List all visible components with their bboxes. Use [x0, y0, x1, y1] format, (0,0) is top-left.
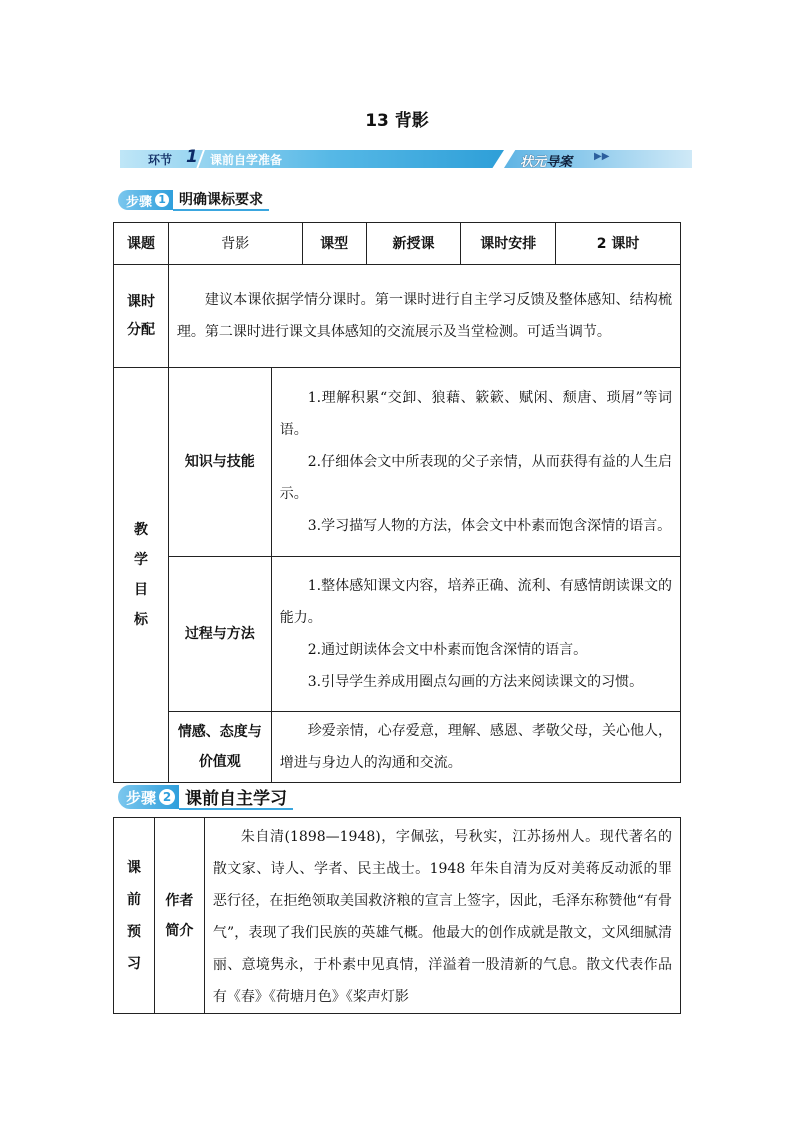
author-text: 朱自清(1898—1948)，字佩弦，号秋实，江苏扬州人。现代著名的散文家、诗人、学者、民主战士。1948 年朱自清为反对美蒋反动派的罪恶行径，在拒绝领取美国救济粮的宣言上签字，因此，毛泽东称赞他“有骨气”，表现了我们民族的英雄气概。他最大的创作成就是散文，文风细腻清丽、意境隽永，于朴素中见真情，洋溢着一股清新的气息。散文代表作品有《春》《荷塘月色》《桨声灯影 [212, 829, 672, 1005]
emotion-label [168, 712, 271, 783]
allocation-text-cell [168, 265, 680, 368]
step-2-pill-text: 步骤 [126, 788, 157, 807]
curriculum-table [113, 222, 681, 783]
knowledge-item-2: 2.仔细体会文中所表现的父子亲情，从而获得有益的人生启示。 [279, 454, 672, 502]
table-row [114, 712, 681, 783]
page-title: 13 背影 [365, 111, 429, 131]
preview-table [113, 817, 681, 1014]
section-banner-left [120, 150, 504, 168]
process-item-3: 3.引导学生养成用圈点勾画的方法来阅读课文的习惯。 [307, 674, 644, 690]
preview-label-char: 前 [126, 891, 141, 908]
table-row [114, 265, 681, 368]
allocation-label [114, 265, 169, 368]
guide-prefix: 状元 [520, 155, 547, 170]
type-value: 新授课 [366, 223, 461, 265]
goals-label [114, 368, 169, 783]
allocation-label-line1: 课时 [126, 294, 155, 310]
knowledge-items [271, 368, 680, 557]
schedule-value: 2 课时 [556, 223, 681, 265]
preview-label-char: 预 [126, 923, 141, 940]
author-label [154, 818, 204, 1014]
step-2-label: 课前自主学习 [179, 784, 293, 810]
table-row [114, 818, 681, 1014]
section-banner [120, 147, 692, 170]
step-1-number-icon: 1 [155, 193, 169, 207]
author-text-cell [204, 818, 680, 1014]
preview-label-char: 习 [126, 955, 141, 972]
section-number: 1 [186, 147, 198, 167]
schedule-label: 课时安排 [461, 223, 556, 265]
guide-label [520, 151, 572, 170]
topic-label: 课题 [114, 223, 169, 265]
table-row [114, 223, 681, 265]
goals-label-char: 学 [133, 552, 148, 568]
double-arrow-icon: ▶▶ [594, 151, 610, 162]
process-items [271, 557, 680, 712]
table-row [114, 557, 681, 712]
step-2-number-icon: 2 [159, 789, 175, 805]
step-1-label: 明确课标要求 [173, 189, 269, 211]
emotion-label-line1: 情感、态度与 [177, 724, 262, 740]
step-2-pill [118, 785, 179, 809]
step-1-pill [118, 190, 173, 210]
step-2-header [118, 785, 293, 809]
topic-value: 背影 [168, 223, 302, 265]
author-label-line1: 作者 [165, 892, 194, 909]
process-label: 过程与方法 [168, 557, 271, 712]
author-label-line2: 简介 [165, 922, 194, 939]
knowledge-item-1: 1.理解积累“交卸、狼藉、簌簌、赋闲、颓唐、琐屑”等词语。 [279, 390, 672, 438]
type-label: 课型 [302, 223, 366, 265]
goals-label-char: 目 [133, 582, 148, 598]
knowledge-label: 知识与技能 [168, 368, 271, 557]
allocation-text: 建议本课依据学情分课时。第一课时进行自主学习反馈及整体感知、结构梳理。第二课时进行课文具体感知的交流展示及当堂检测。可适当调节。 [176, 292, 672, 340]
step-1-header [118, 190, 269, 210]
preview-label [114, 818, 155, 1014]
goals-label-char: 教 [133, 522, 148, 538]
emotion-label-line2: 价值观 [198, 754, 241, 770]
allocation-label-line2: 分配 [126, 322, 155, 338]
emotion-text: 珍爱亲情，心存爱意，理解、感恩、孝敬父母，关心他人，增进与身边人的沟通和交流。 [279, 723, 672, 771]
goals-label-char: 标 [133, 612, 148, 628]
emotion-text-cell [271, 712, 680, 783]
section-title: 课前自学准备 [210, 153, 283, 167]
step-1-pill-text: 步骤 [126, 194, 153, 210]
process-item-2: 2.通过朗读体会文中朴素而饱含深情的语言。 [307, 642, 588, 658]
guide-suffix: 导案 [546, 155, 573, 170]
preview-label-char: 课 [126, 859, 141, 876]
table-row [114, 368, 681, 557]
knowledge-item-3: 3.学习描写人物的方法，体会文中朴素而饱含深情的语言。 [307, 518, 672, 534]
section-huanjie-label: 环节 [148, 153, 173, 167]
process-item-1: 1.整体感知课文内容，培养正确、流利、有感情朗读课文的能力。 [279, 578, 672, 626]
